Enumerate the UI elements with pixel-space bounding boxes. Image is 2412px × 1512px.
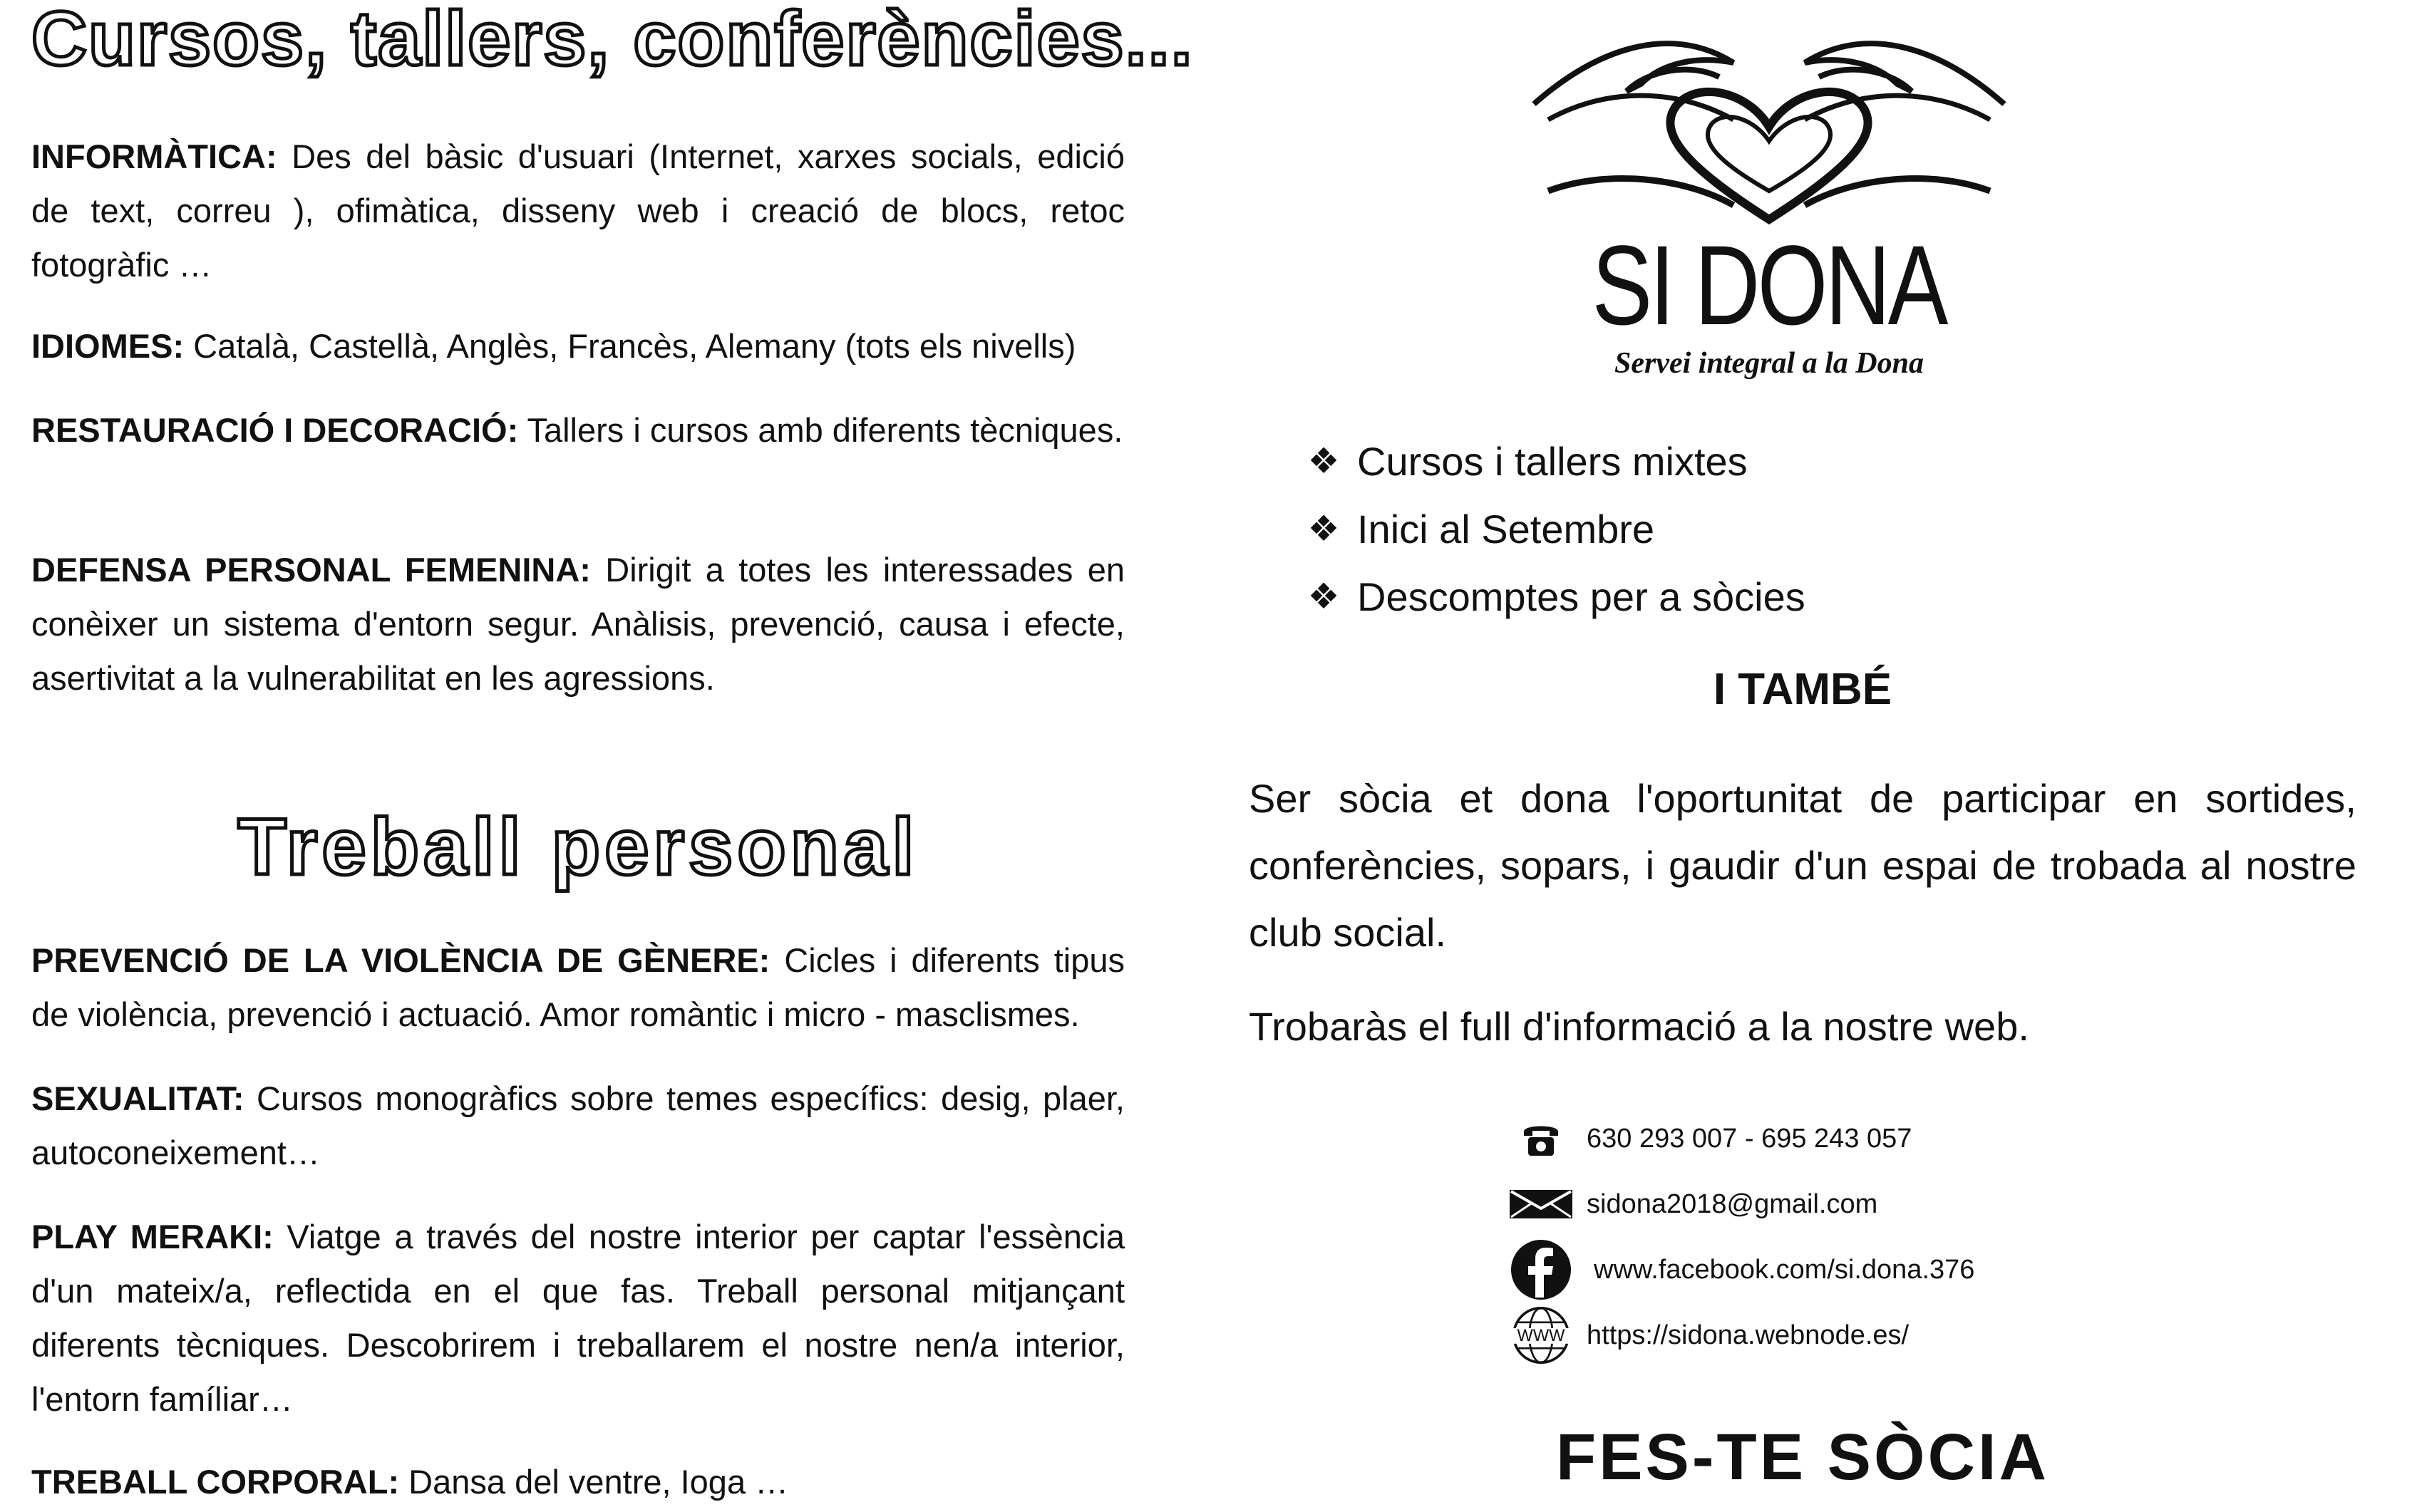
list-item-text: Inici al Setembre	[1357, 507, 1655, 552]
list-item-text: Cursos i tallers mixtes	[1357, 439, 1748, 484]
section-sexualitat	[31, 1072, 1125, 1180]
diamond-bullet-icon: ❖	[1307, 576, 1340, 616]
svg-text:WWW: WWW	[1517, 1327, 1565, 1346]
section-text: Cursos monogràfics sobre temes específics: desig, plaer, autoconeixement…	[31, 1079, 1125, 1171]
membership-paragraph: Ser sòcia et dona l'oportunitat de participar en sortides, conferències, sopars, i gaudir d'un espai de trobada al nostre club social.	[1249, 776, 2356, 955]
section-restauracio	[31, 403, 1125, 457]
section-text: Dansa del ventre, Ioga …	[399, 1463, 789, 1501]
phone-number: 630 293 007 - 695 243 057	[1587, 1123, 1912, 1154]
courses-title: Cursos, tallers, conferències...	[31, 0, 1194, 81]
section-label: INFORMÀTICA:	[31, 138, 277, 175]
logo-name: SI DONA	[1592, 222, 1946, 349]
section-text: Viatge a través del nostre interior per captar l'essència d'un mateix/a, reflectida en el que fas. Treball personal mitjançant diferents tècniques. Descobrirem i treballarem el nostre nen/a interior, l'entorn famíliar…	[31, 1218, 1125, 1418]
mail-icon	[1505, 1176, 1577, 1233]
web-note: Trobaràs el full d'informació a la nostre web.	[1249, 1004, 2029, 1049]
section-label: TREBALL CORPORAL:	[31, 1463, 400, 1501]
section-prevencio	[31, 933, 1125, 1042]
facebook-link[interactable]: www.facebook.com/si.dona.376	[1594, 1254, 1975, 1285]
section-label: IDIOMES:	[31, 327, 185, 365]
list-item	[1306, 563, 1805, 631]
section-play-meraki	[31, 1210, 1125, 1426]
contact-phone	[1505, 1106, 1974, 1171]
section-idiomes	[31, 319, 1125, 373]
diamond-bullet-icon: ❖	[1307, 441, 1340, 481]
diamond-bullet-icon: ❖	[1307, 509, 1340, 549]
section-label: PREVENCIÓ DE LA VIOLÈNCIA DE GÈNERE:	[31, 941, 770, 979]
list-item-text: Descomptes per a sòcies	[1357, 574, 1805, 619]
personal-work-title: Treball personal	[237, 802, 919, 891]
section-label: PLAY MERAKI:	[31, 1218, 274, 1255]
section-text: Tallers i cursos amb diferents tècniques.	[518, 411, 1123, 449]
website-link[interactable]: https://sidona.webnode.es/	[1587, 1320, 1910, 1350]
section-label: SEXUALITAT:	[31, 1079, 244, 1117]
section-text: Cicles i diferents tipus de violència, prevenció i actuació. Amor romàntic i micro - masclismes.	[31, 941, 1125, 1033]
section-text: Català, Castellà, Anglès, Francès, Alemany (tots els nivells)	[184, 327, 1076, 365]
logo-tagline: Servei integral a la Dona	[1614, 347, 1924, 380]
contact-facebook	[1505, 1237, 1974, 1303]
contact-list	[1505, 1106, 1974, 1368]
facebook-icon	[1505, 1241, 1577, 1298]
list-item	[1306, 495, 1805, 563]
list-item	[1306, 428, 1805, 495]
contact-email	[1505, 1171, 1974, 1237]
section-text: Des del bàsic d'usuari (Internet, xarxes socials, edició de text, correu ), ofimàtica, disseny web i creació de blocs, retoc fotogràfic …	[31, 138, 1125, 284]
section-defensa	[31, 543, 1125, 705]
sidona-logo	[1520, 13, 2019, 383]
also-heading: I TAMBÉ	[1713, 665, 1892, 714]
phone-icon	[1505, 1110, 1577, 1167]
www-globe-icon	[1505, 1307, 1577, 1364]
section-treball-corporal	[31, 1455, 1125, 1509]
section-label: RESTAURACIÓ I DECORACIÓ:	[31, 411, 519, 449]
section-informatica	[31, 130, 1125, 292]
become-member-cta: FES-TE SÒCIA	[1555, 1421, 2050, 1493]
feature-list	[1306, 428, 1805, 631]
section-label: DEFENSA PERSONAL FEMENINA:	[31, 551, 591, 589]
section-text: Dirigit a totes les interessades en conèixer un sistema d'entorn segur. Anàlisis, prevenció, causa i efecte, asertivitat a la vulnerabilitat en les agressions.	[31, 551, 1125, 697]
email-link[interactable]: sidona2018@gmail.com	[1587, 1189, 1878, 1219]
contact-web	[1505, 1303, 1974, 1368]
